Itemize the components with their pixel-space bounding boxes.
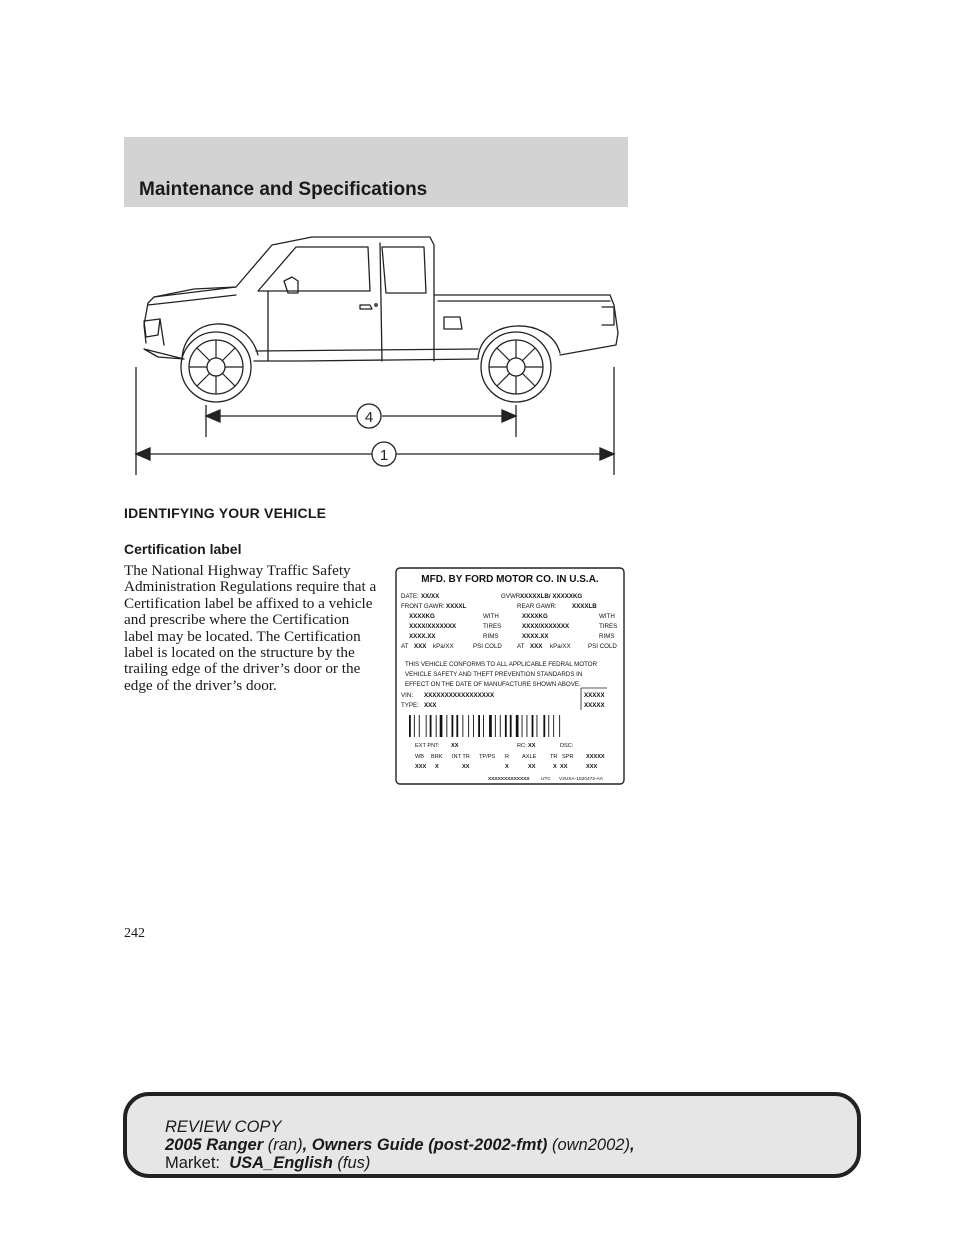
label-vin-val: XXXXXXXXXXXXXXXXX [424,692,495,699]
label-rear-kg: XXXXKG [522,613,548,620]
footer-guide-code: (own2002) [551,1136,630,1154]
label-last-val: XXXXX [586,754,605,760]
label-front-rims-val: XXXX.XX [409,633,436,640]
footer-market-code: (fus) [337,1154,371,1172]
label-brk: BRK [431,754,443,760]
page-number: 242 [124,926,145,941]
label-front-with: WITH [483,613,499,620]
label-rear-psi-cold: PSI COLD [588,643,617,650]
label-vin-key: VIN: [401,692,414,699]
header-band [124,137,628,207]
label-front-psi-cold: PSI COLD [473,643,502,650]
label-front-gawr-val: XXXXL [446,603,467,610]
label-row-tr: X [553,764,557,770]
label-part-number: V2USA-1520472-AA [559,777,603,782]
truck-dimension-figure [124,225,624,485]
label-row-r: X [505,764,509,770]
footer-guide: , Owners Guide (post-2002-fmt) [302,1136,548,1154]
label-rc-val: XX [528,743,536,749]
label-row-brk: X [435,764,439,770]
label-rear-rims: RIMS [599,633,615,640]
label-front-rims: RIMS [483,633,499,640]
footer-market-label: Market: [165,1154,221,1172]
label-conform-line-3: EFFECT ON THE DATE OF MANUFACTURE SHOWN ABOVE. [405,681,581,688]
label-row-wb: XXX [415,764,427,770]
callout-1: 1 [379,447,389,464]
label-rear-gawr-key: REAR GAWR: [517,603,557,610]
label-r: R [505,754,510,760]
footer-text [165,1118,635,1172]
label-wb: WB [415,754,425,760]
label-gvwr-val: XXXXXLB/ XXXXXKG [520,593,583,600]
label-ext-pnt-val: XX [451,743,459,749]
label-rear-at: AT [517,643,525,650]
label-rear-tires: TIRES [599,623,618,630]
label-rc-key: RC: [517,743,527,749]
label-rear-kpa: kPa/XX [550,643,571,650]
label-type-val: XXX [424,702,437,709]
label-dsc-key: DSC: [560,743,574,749]
label-front-kg: XXXXKG [409,613,435,620]
footer-model-code: (ran) [267,1136,303,1154]
body-paragraph: The National Highway Traffic Safety Administration Regulations require that a Certification label be affixed to a vehicle and prescribe where the Certification label may be located. The Certification label is located on the structure by the trailing edge of the driver’s door or the edge of the driver’s door. [124,562,377,694]
label-rear-with: WITH [599,613,615,620]
label-int-tr: INT TR [452,754,470,760]
callout-4: 4 [364,409,374,426]
label-serial: XXXXXXXXXXXXX [488,777,530,782]
label-type-key: TYPE: [401,702,419,709]
footer-comma: , [629,1136,635,1154]
label-row-axle: XX [528,764,536,770]
label-spr: SPR [562,754,574,760]
footer-review-copy: REVIEW COPY [165,1118,282,1136]
review-footer [123,1092,861,1178]
label-front-psi-val: XXX [414,643,427,650]
label-front-tires: TIRES [483,623,502,630]
label-rear-gawr-val: XXXXLB [572,603,597,610]
label-row-spr: XXX [586,764,598,770]
label-date-key: DATE: [401,593,419,600]
subsection-heading: Certification label [124,541,242,557]
label-front-kpa: kPa/XX [433,643,454,650]
label-gvwr-key: GVWR: [501,593,522,600]
label-box-1: XXXXX [584,692,605,699]
label-utc: UTC [541,777,551,782]
footer-market: USA_English [229,1154,333,1172]
label-tp-ps: TP/PS [479,754,496,760]
label-box-2: XXXXX [584,702,605,709]
certification-label [395,567,625,785]
page-title: Maintenance and Specifications [139,179,428,200]
label-ext-pnt-key: EXT PNT: [415,743,440,749]
label-row-tr2: XX [560,764,568,770]
label-row-int: XX [462,764,470,770]
label-axle: AXLE [522,754,537,760]
label-rear-psi-val: XXX [530,643,543,650]
label-front-at: AT [401,643,409,650]
label-tr: TR [550,754,558,760]
label-front-gawr-key: FRONT GAWR: [401,603,445,610]
footer-model: 2005 Ranger [165,1136,264,1154]
label-conform-line-1: THIS VEHICLE CONFORMS TO ALL APPLICABLE FEDRAL MOTOR [405,661,598,668]
label-title: MFD. BY FORD MOTOR CO. IN U.S.A. [421,574,599,585]
label-front-tires-val: XXXX/XXXXXXX [409,623,457,630]
label-conform-line-2: VEHICLE SAFETY AND THEFT PREVENTION STANDARDS IN [405,671,583,678]
label-rear-tires-val: XXXX/XXXXXXX [522,623,570,630]
label-date-val: XX/XX [421,593,440,600]
section-heading: IDENTIFYING YOUR VEHICLE [124,505,327,521]
label-rear-rims-val: XXXX.XX [522,633,549,640]
